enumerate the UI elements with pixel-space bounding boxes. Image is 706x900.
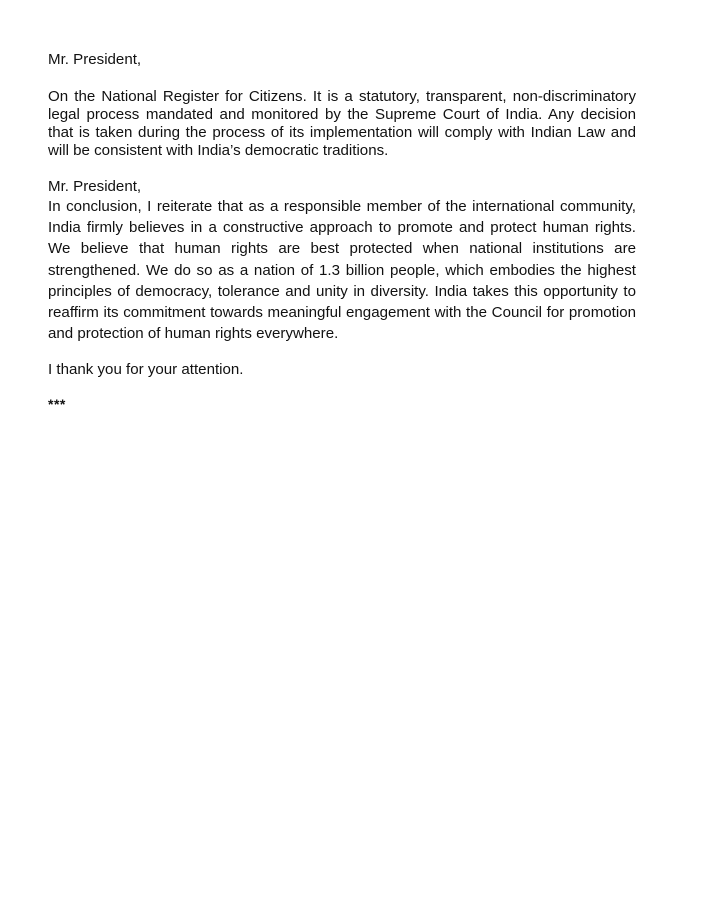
paragraph-conclusion: In conclusion, I reiterate that as a responsible member of the international community, India firmly believes in a constructive approach to promote and protect human rights. We believe that human rights are best protected when national institutions are strengthened. We do so as a nation of 1.3 billion people, which embodies the highest principles of democracy, tolerance and unity in diversity. India takes this opportunity to reaffirm its commitment towards meaningful engagement with the Council for promotion and protection of human rights everywhere. (48, 198, 636, 343)
salutation: Mr. President, (48, 51, 142, 68)
paragraph-nrc: On the National Register for Citizens. It is a statutory, transparent, non-discriminatory legal process mandated and monitored by the Supreme Court of India. Any decision that is taken during the process of its implementation will comply with Indian Law and will be consistent with India’s democratic traditions. (48, 88, 636, 159)
closing-line: I thank you for your attention. (48, 361, 244, 379)
end-mark: *** (48, 396, 66, 413)
salutation: Mr. President, (48, 178, 142, 195)
document-page (48, 51, 636, 413)
